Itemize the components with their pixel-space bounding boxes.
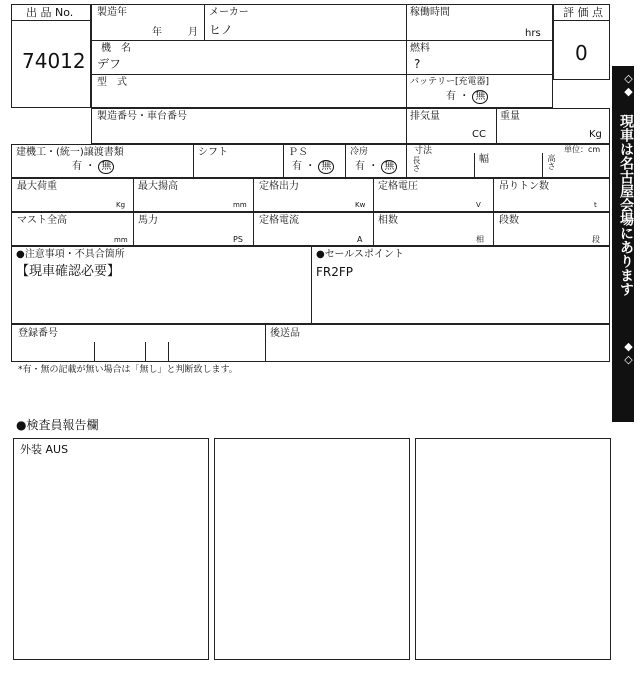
col-divider-hours — [406, 4, 407, 108]
col-divider-maker — [204, 4, 205, 40]
rated-output-unit: Kw — [355, 201, 366, 209]
hours-unit: hrs — [525, 28, 541, 39]
shipping-label: 後送品 — [270, 328, 300, 339]
year-tsuki: 月 — [188, 27, 198, 38]
stages-label: 段数 — [499, 215, 519, 226]
reg-cell-2 — [145, 342, 146, 362]
ac-label: 冷房 — [350, 147, 369, 157]
ps-no-circled: 無 — [318, 160, 334, 174]
year-label: 製造年 — [97, 7, 127, 18]
rating-divider — [553, 20, 610, 21]
lot-no-value: 74012 — [22, 49, 86, 73]
notes-divider — [311, 246, 312, 324]
rated-current-label: 定格電流 — [259, 215, 299, 226]
inspector-panel-3 — [415, 438, 611, 660]
cert-no-circled: 無 — [98, 160, 114, 174]
cert-yes-no: 有 ・ 無 — [72, 160, 114, 174]
side-banner-text: 現車は名古屋会場にあります — [618, 114, 634, 296]
displacement-unit: CC — [472, 129, 486, 140]
inspector-title: ●検査員報告欄 — [16, 418, 99, 432]
reg-cell-3 — [168, 342, 169, 362]
crane-ton-unit: t — [594, 201, 597, 209]
ps-label: ＰＳ — [288, 147, 308, 158]
specs1-div-dim-h — [542, 153, 543, 178]
fuel-value: ? — [414, 57, 421, 71]
specs1-div-ac — [345, 144, 346, 178]
max-lift-unit: mm — [233, 201, 247, 209]
cert-yes: 有 — [72, 161, 82, 172]
lot-no-divider — [11, 20, 91, 21]
mast-height-unit: mm — [114, 236, 128, 244]
reg-label: 登録番号 — [18, 328, 58, 339]
maker-label: メーカー — [209, 7, 249, 18]
horsepower-label: 馬力 — [138, 215, 158, 226]
side-banner-bottom-diamonds: ◆◇ — [622, 340, 635, 366]
dim-height: 高さ — [547, 154, 556, 170]
ac-yes-no: 有 ・ 無 — [355, 160, 397, 174]
lot-no-label: 出 品 No. — [26, 6, 74, 19]
ps-yes-no: 有 ・ 無 — [292, 160, 334, 174]
side-banner-top-diamonds: ◇◆ — [622, 72, 635, 98]
battery-yes: 有 — [446, 91, 456, 102]
cert-label: 建機工・(統一)譲渡書類 — [16, 147, 124, 158]
sales-label: ●セールスポイント — [316, 249, 404, 260]
horsepower-unit: PS — [233, 235, 243, 244]
inspector-panel-1-text: 外装 AUS — [20, 443, 69, 456]
year-nen: 年 — [152, 27, 162, 38]
dim-width: 幅 — [479, 154, 489, 165]
registration-box — [11, 324, 610, 362]
dim-unit-note: 単位：cm — [564, 145, 601, 154]
weight-label: 重量 — [500, 111, 520, 122]
footnote: *有・無の記載が無い場合は「無し」と判断致します。 — [18, 365, 238, 375]
battery-label: バッテリー[充電器] — [410, 77, 490, 87]
max-load-label: 最大荷重 — [17, 181, 57, 192]
ac-yes: 有 — [355, 161, 365, 172]
shift-label: シフト — [198, 147, 228, 158]
rated-current-unit: A — [357, 235, 363, 244]
battery-yes-no: 有 ・ 無 — [446, 90, 488, 104]
phase-unit: 相 — [476, 235, 484, 244]
specs1-div-dim — [406, 144, 407, 178]
hours-label: 稼働時間 — [410, 7, 450, 18]
row-divider-2 — [91, 74, 553, 75]
col-divider-displacement — [406, 108, 407, 144]
max-lift-label: 最大揚高 — [138, 181, 178, 192]
row-divider-1 — [91, 40, 553, 41]
rating-label: 評 価 点 — [563, 6, 603, 19]
phase-label: 相数 — [378, 215, 398, 226]
dim-label: 寸法 — [414, 146, 433, 156]
specs1-div-shift — [193, 144, 194, 178]
col-divider-weight — [496, 108, 497, 144]
dim-length: 長さ — [412, 156, 421, 172]
reg-divider-shipping — [265, 324, 266, 362]
battery-no-circled: 無 — [472, 90, 488, 104]
model-name-value: デフ — [97, 57, 122, 71]
model-name-label: 機 名 — [101, 43, 131, 54]
maker-value: ヒノ — [209, 23, 233, 37]
side-banner — [612, 66, 634, 422]
stages-unit: 段 — [592, 235, 600, 244]
mast-height-label: マスト全高 — [17, 215, 67, 226]
crane-ton-label: 吊りトン数 — [499, 181, 549, 192]
ac-no-circled: 無 — [381, 160, 397, 174]
displacement-label: 排気量 — [410, 111, 440, 122]
ps-yes: 有 — [292, 161, 302, 172]
type-label: 型 式 — [97, 77, 127, 88]
caution-label: ●注意事項・不具合箇所 — [16, 249, 125, 260]
specs1-div-dim-w — [474, 153, 475, 178]
max-load-unit: Kg — [116, 201, 126, 209]
weight-unit: Kg — [589, 129, 602, 140]
serial-label: 製造番号・車台番号 — [97, 111, 187, 122]
specs1-div-ps — [283, 144, 284, 178]
reg-cell-1 — [94, 342, 95, 362]
inspector-panel-1 — [13, 438, 209, 660]
fuel-label: 燃料 — [410, 43, 430, 54]
sales-text: FR2FP — [316, 265, 354, 279]
rated-voltage-unit: V — [476, 201, 481, 209]
rated-voltage-label: 定格電圧 — [378, 181, 418, 192]
caution-text: 【現車確認必要】 — [16, 264, 121, 279]
rating-value: 0 — [575, 41, 588, 65]
specs-row3-box — [11, 212, 610, 246]
rated-output-label: 定格出力 — [259, 181, 299, 192]
inspector-panel-2 — [214, 438, 410, 660]
